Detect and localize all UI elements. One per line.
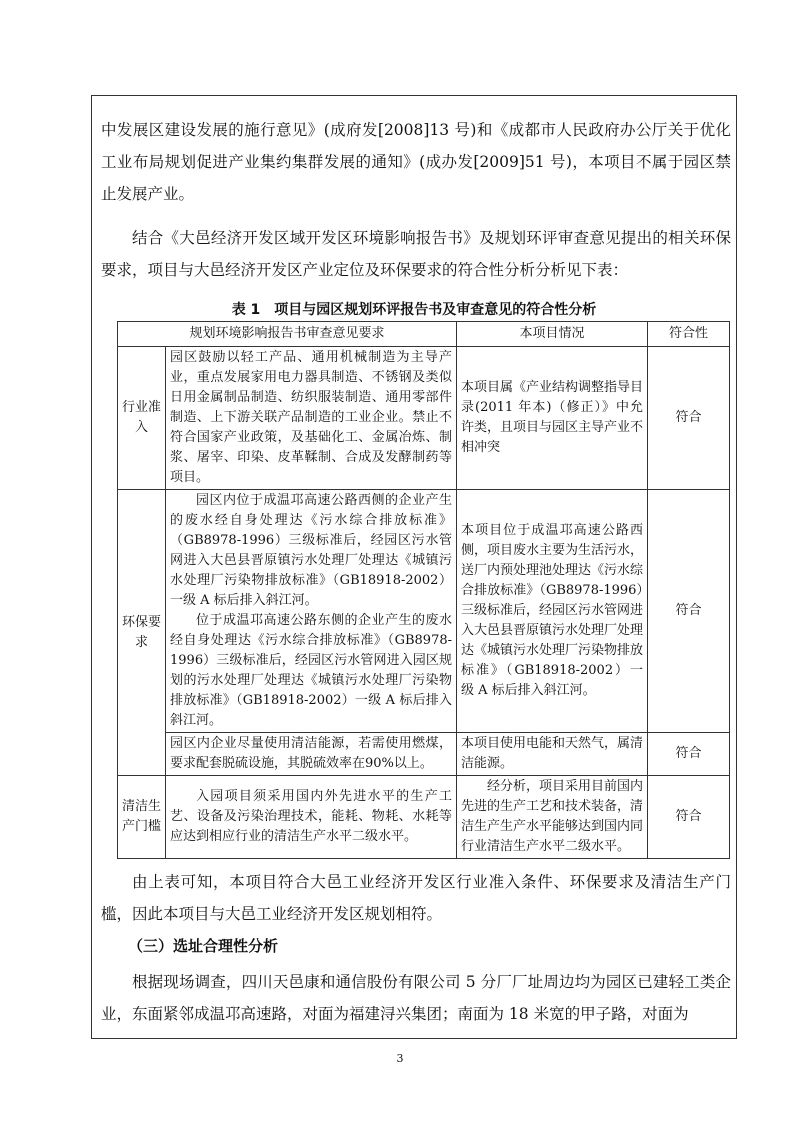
header-requirement: 规划环境影响报告书审查意见要求 [118,322,457,347]
project-cell: 本项目位于成温邛高速公路西侧，项目废水主要为生活污水，送厂内预处理池处理达《污水综合排放标准》（GB8978-1996）三级标准后，经园区污水管网进入大邑县晋原镇污水处理厂处理达《城镇污水处理厂污染物排放标准》（GB18918-2002）一级 A 标后排入斜江河。 [457,490,648,733]
project-cell: 本项目使用电能和天然气，属清洁能源。 [457,733,648,776]
requirement-text-east: 位于成温邛高速公路东侧的企业产生的废水经自身处理达《污水综合排放标准》（GB8978-1996）三级标准后，经园区污水管网进入园区规划的污水处理厂处理达《城镇污水处理厂污染物排放标准》（GB18918-2002）一级 A 标后排入斜江河。 [170,613,453,728]
table-row [118,490,730,733]
project-cell: 本项目属《产业结构调整指导目录(2011 年本)（修正）》中允许类，且项目与园区主导产业不相冲突 [457,347,648,490]
header-project: 本项目情况 [457,322,648,347]
category-cell: 环保要求 [118,490,166,776]
section-heading: （三）选址合理性分析 [128,937,279,955]
compliance-cell: 符合 [648,490,730,733]
requirement-cell: 入园项目须采用国内外先进水平的生产工艺、设备及污染治理技术，能耗、物耗、水耗等应达到相应行业的清洁生产水平二级水平。 [166,776,457,859]
table-row [118,733,730,776]
page-number: 3 [396,1052,404,1065]
category-cell: 行业准入 [118,347,166,490]
requirement-text-west: 园区内位于成温邛高速公路西侧的企业产生的废水经自身处理达《污水综合排放标准》（GB8978-1996）三级标准后，经园区污水管网进入大邑县晋原镇污水处理厂处理达《城镇污水处理厂污染物排放标准》（GB18918-2002）一级 A 标后排入斜江河。 [170,493,453,608]
table-header-row [118,322,730,347]
lead-paragraph: 结合《大邑经济开发区域开发区环境影响报告书》及规划环评审查意见提出的相关环保要求，项目与大邑经济开发区产业定位及环保要求的符合性分析分析见下表： [101,229,731,279]
compliance-table [117,321,730,859]
requirement-cell: 园区鼓励以轻工产品、通用机械制造为主导产业，重点发展家用电力器具制造、不锈钢及类似日用金属制品制造、纺织服装制造、通用零部件制造、上下游关联产品制造的工业企业。禁止不符合国家产业政策，及基础化工、金属冶炼、制浆、屠宰、印染、皮革鞣制、合成及发酵制药等项目。 [166,347,457,490]
compliance-cell: 符合 [648,776,730,859]
compliance-cell: 符合 [648,733,730,776]
header-compliance: 符合性 [648,322,730,347]
requirement-cell: 园区内企业尽量使用清洁能源，若需使用燃煤，要求配套脱硫设施，其脱硫效率在90%以上。 [166,733,457,776]
table-row [118,347,730,490]
category-cell: 清洁生产门槛 [118,776,166,859]
table-caption: 表 1 项目与园区规划环评报告书及审查意见的符合性分析 [231,302,597,318]
intro-paragraph: 中发展区建设发展的施行意见》(成府发[2008]13 号)和《成都市人民政府办公厅关于优化工业布局规划促进产业集约集群发展的通知》(成办发[2009]51 号)，本项目不属于园区禁止发展产业。 [101,121,731,203]
requirement-cell [166,490,457,733]
project-cell: 经分析，项目采用目前国内先进的生产工艺和技术装备，清洁生产生产水平能够达到国内同行业清洁生产水平二级水平。 [457,776,648,859]
site-paragraph: 根据现场调查，四川天邑康和通信股份有限公司 5 分厂厂址周边均为园区已建轻工类企业，东面紧邻成温邛高速路，对面为福建浔兴集团；南面为 18 米宽的甲子路，对面为 [101,973,731,1023]
conclusion-paragraph: 由上表可知，本项目符合大邑工业经济开发区行业准入条件、环保要求及清洁生产门槛，因此本项目与大邑工业经济开发区规划相符。 [101,873,731,923]
table-row [118,776,730,859]
compliance-cell: 符合 [648,347,730,490]
